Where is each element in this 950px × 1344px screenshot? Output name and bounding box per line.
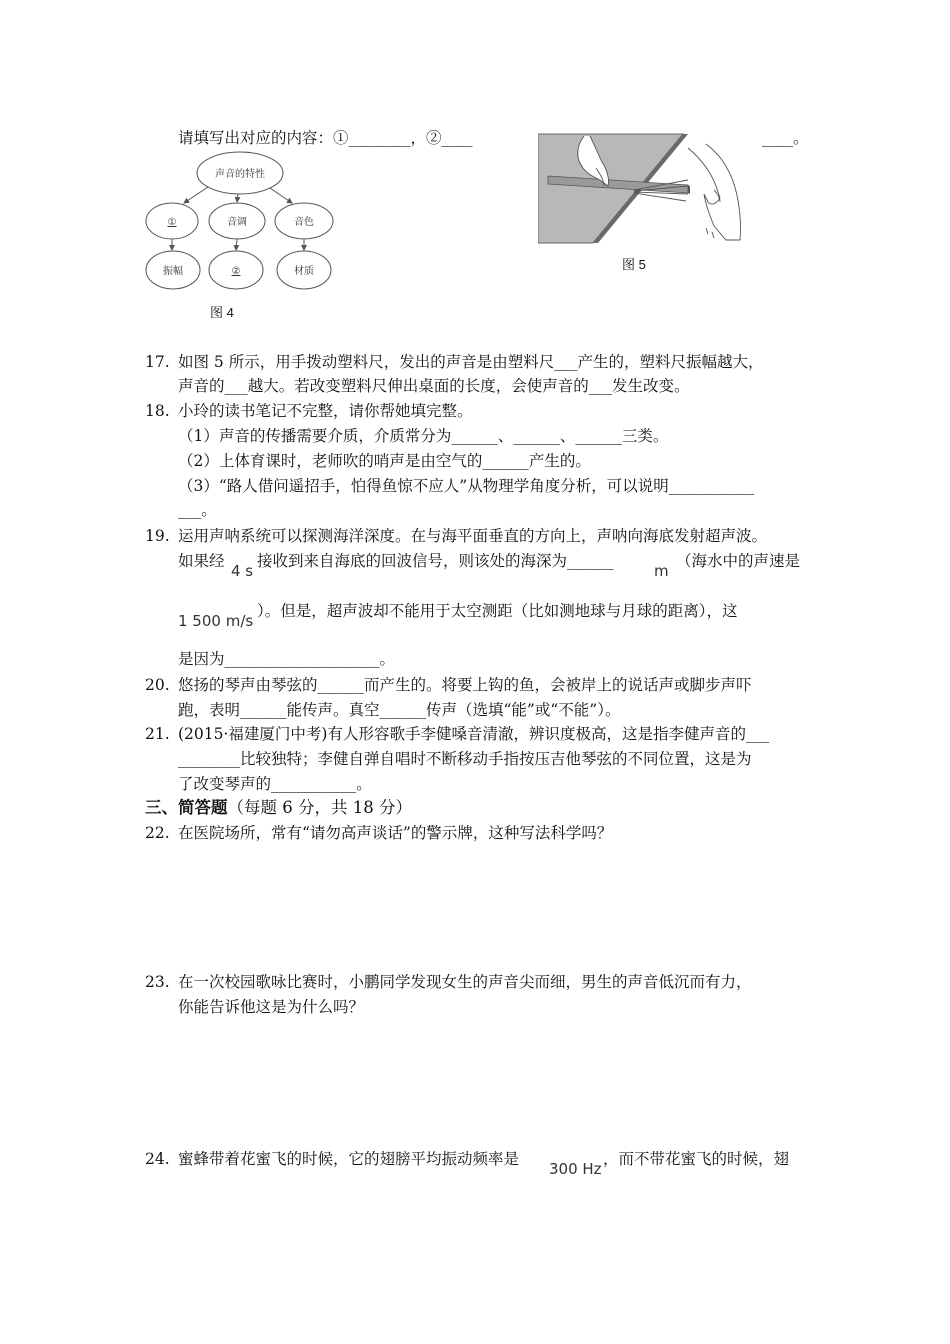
q18-line-3: （2）上体育课时，老师吹的哨声是由空气的______产生的。 — [178, 452, 591, 470]
section-note: （每题 6 分，共 18 分） — [227, 798, 412, 817]
q19-line-2c: （海水中的声速是 — [676, 552, 801, 570]
label-mid-3: 音色 — [294, 217, 314, 228]
q20-line-1: 悠扬的琴声由琴弦的______而产生的。将要上钩的鱼，会被岸上的说话声或脚步声吓 — [178, 676, 752, 694]
label-mid-2: 音调 — [227, 217, 247, 228]
fill-prompt: 请填写出对应的内容：①________，②____ — [178, 129, 473, 147]
label-top: 声音的特性 — [215, 169, 265, 180]
q18-number: 18. — [145, 402, 170, 420]
section-title: 三、简答题 — [145, 798, 228, 817]
fill-prompt-tail: ____。 — [762, 129, 809, 147]
q20-number: 20. — [145, 676, 170, 694]
q18-line-5: ___。 — [178, 501, 217, 519]
q17-line-2: 声音的___越大。若改变塑料尺伸出桌面的长度，会使声音的___发生改变。 — [178, 377, 690, 395]
q20-line-2: 跑，表明______能传声。真空______传声（选填“能”或“不能”）。 — [178, 701, 621, 719]
q23-line-1: 在一次校园歌咏比赛时，小鹏同学发现女生的声音尖而细，男生的声音低沉而有力， — [178, 973, 752, 991]
q22-number: 22. — [145, 824, 170, 842]
q21-line-3: 了改变琴声的___________。 — [178, 775, 372, 793]
label-bot-2: ② — [231, 266, 241, 277]
q21-line-1: (2015·福建厦门中考)有人形容歌手李健嗓音清澈，辨识度极高，这是指李健声音的___ — [178, 725, 770, 743]
q18-line-2: （1）声音的传播需要介质，介质常分为______、______、______三类。 — [178, 427, 669, 445]
q24-text-a: 蜜蜂带着花蜜飞的时候，它的翅膀平均振动频率是 — [178, 1150, 520, 1168]
q19-number: 19. — [145, 527, 170, 545]
q19-line-4: 是因为____________________。 — [178, 650, 396, 668]
q24-freq-formula: 300 Hz — [549, 1160, 602, 1178]
q21-number: 21. — [145, 725, 170, 743]
q24-number: 24. — [145, 1150, 170, 1168]
q17-number: 17. — [145, 353, 170, 371]
section-heading — [145, 797, 412, 819]
q18-line-4: （3）“路人借问遥招手，怕得鱼惊不应人”从物理学角度分析，可以说明___________ — [178, 477, 754, 495]
q19-line-1: 运用声呐系统可以探测海洋深度。在与海平面垂直的方向上，声呐向海底发射超声波。 — [178, 527, 768, 545]
label-bot-1: 振幅 — [163, 266, 183, 277]
q23-number: 23. — [145, 973, 170, 991]
q23-line-2: 你能告诉他这是为什么吗？ — [178, 998, 365, 1016]
q19-line-2a: 如果经 — [178, 552, 225, 570]
label-mid-1: ① — [167, 217, 177, 228]
q19-time-formula: 4 s — [231, 562, 254, 580]
q19-speed-formula: 1 500 m/s — [178, 612, 254, 630]
q19-line-3: ）。但是，超声波却不能用于太空测距（比如测地球与月球的距离），这 — [257, 602, 738, 620]
q24-text-b: ，而不带花蜜飞的时候，翅 — [603, 1150, 790, 1168]
q18-line-1: 小玲的读书笔记不完整，请你帮她填完整。 — [178, 402, 473, 420]
label-bot-3: 材质 — [294, 266, 314, 277]
q22-text: 在医院场所，常有“请勿高声谈话”的警示牌，这种写法科学吗？ — [178, 824, 613, 842]
figure5-illustration — [538, 128, 743, 246]
figure5-caption: 图 5 — [622, 257, 646, 272]
q17-line-1: 如图 5 所示，用手拨动塑料尺，发出的声音是由塑料尺___产生的，塑料尺振幅越大， — [178, 353, 764, 371]
q19-line-2b: 接收到来自海底的回波信号，则该处的海深为______ — [257, 552, 614, 570]
figure4-caption: 图 4 — [210, 305, 234, 320]
q21-line-2: ________比较独特；李健自弹自唱时不断移动手指按压吉他琴弦的不同位置，这是为 — [178, 750, 752, 768]
q19-unit-m: m — [654, 562, 669, 580]
figure4-diagram — [140, 150, 340, 295]
